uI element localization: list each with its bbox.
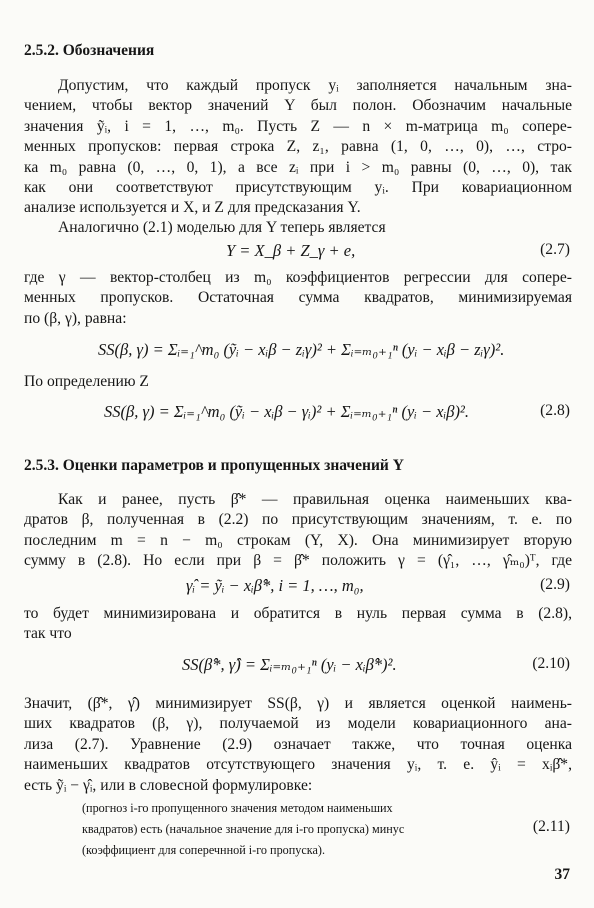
equation-number: (2.7): [540, 241, 570, 258]
paragraph-gamma: [24, 268, 572, 329]
equation-2-8: [0, 402, 594, 428]
text-line: менных пропусков: первая строка Z, z₁, равна (1, 0, …, 0), …, стро-: [24, 138, 572, 156]
text-line: последним m = n − m₀ строкам (Y, X). Она минимизирует вторую: [24, 531, 572, 549]
paragraph-model-intro: [24, 218, 572, 238]
page-number: 37: [554, 866, 570, 883]
text-line: Значит, (β̂*, γ̂) минимизирует SS(β, γ) и является оценкой наимень-: [24, 695, 572, 712]
equation-2-7: [0, 241, 594, 265]
paragraph-minimized: [24, 604, 572, 645]
text-line: ших квадратов (β, γ), получаемой из модели ковариационного ана-: [24, 715, 572, 733]
paragraph-notation: [24, 76, 572, 219]
text-line: лиза (2.7). Уравнение (2.9) означает также, что точная оценка: [24, 735, 572, 753]
text-line: (прогноз i-го пропущенного значения методом наименьших: [82, 801, 393, 815]
text-line: где γ — вектор-столбец из m₀ коэффициентов регрессии для сопере-: [24, 269, 572, 286]
text-line: По определению Z: [24, 373, 149, 390]
text-line: (коэффициент для соперечнной i-го пропуска).: [82, 843, 326, 857]
text-line: то будет минимизирована и обратится в нуль первая сумма в (2.8),: [24, 605, 572, 622]
text-line: как они соответствуют присутствующим yᵢ. При ковариационном: [24, 179, 572, 197]
paragraph-conclusion: [24, 694, 572, 796]
equation-2-11-verbal: [82, 798, 502, 861]
paragraph-definition-z: [24, 372, 572, 392]
text-line: ка m₀ равна (0, …, 0, 1), а все zᵢ при i > m₀ равны (0, …, 0), так: [24, 158, 572, 176]
text-line: Как и ранее, пусть β̂* — правильная оценка наименьших ква-: [58, 491, 572, 508]
text-line: по (β, γ), равна:: [24, 309, 127, 327]
equation-number: (2.8): [540, 402, 570, 419]
text-line: значения ỹᵢ, i = 1, …, m₀. Пусть Z — n × m-матрица m₀ сопере-: [24, 117, 572, 135]
text-line: чением, чтобы вектор значений Y был полон. Обозначим начальные: [24, 97, 572, 115]
paragraph-estimates: [24, 490, 572, 572]
text-line: менных пропусков. Остаточная сумма квадратов, минимизируемая: [24, 289, 572, 307]
equation-ss-1: [0, 340, 594, 366]
equation-body: Y = X_β + Z_γ + e,: [226, 241, 356, 260]
section-heading-2-5-2: 2.5.2. Обозначения: [24, 42, 155, 59]
equation-body: γ̂ᵢ = ỹᵢ − xᵢβ̂*, i = 1, …, m₀,: [186, 576, 364, 595]
equation-2-9: [0, 576, 594, 600]
text-line: анализе используется и X, и Z для предсказания Y.: [24, 199, 361, 217]
text-line: квадратов) есть (начальное значение для i-го пропуска) минус: [82, 822, 405, 836]
equation-number: (2.10): [532, 655, 570, 672]
text-line: наименьших квадратов отсутствующего значения yᵢ, т. е. ŷᵢ = xᵢβ̂*,: [24, 756, 572, 774]
section-heading-2-5-3: 2.5.3. Оценки параметров и пропущенных значений Y: [24, 457, 404, 474]
text-line: Допустим, что каждый пропуск yᵢ заполняется начальным зна-: [58, 77, 572, 94]
text-line: сумму в (2.8). Но если при β = β̂* положить γ = (γ̂₁, …, γ̂ₘ₀)ᵀ, где: [24, 552, 572, 570]
equation-body: SS(β, γ) = Σᵢ₌₁^m₀ (ỹᵢ − xᵢβ − γᵢ)² + Σᵢ₌ₘ₀₊₁ⁿ (yᵢ − xᵢβ)².: [104, 402, 470, 421]
equation-number: (2.9): [540, 576, 570, 593]
text-line: так что: [24, 625, 72, 643]
text-line: дратов β, полученная в (2.2) по присутствующим значениям, т. е. по: [24, 511, 572, 529]
equation-number: (2.11): [532, 818, 570, 835]
text-line: Аналогично (2.1) моделью для Y теперь является: [58, 219, 386, 236]
text-line: есть ỹᵢ − γ̂ᵢ, или в словесной формулировке:: [24, 776, 313, 794]
equation-body: SS(β̂*, γ̂) = Σᵢ₌ₘ₀₊₁ⁿ (yᵢ − xᵢβ̂*)².: [182, 655, 397, 674]
equation-body: SS(β, γ) = Σᵢ₌₁^m₀ (ỹᵢ − xᵢβ − zᵢγ)² + Σᵢ₌ₘ₀₊₁ⁿ (yᵢ − xᵢβ − zᵢγ)².: [98, 340, 505, 359]
equation-2-10: [0, 655, 594, 681]
